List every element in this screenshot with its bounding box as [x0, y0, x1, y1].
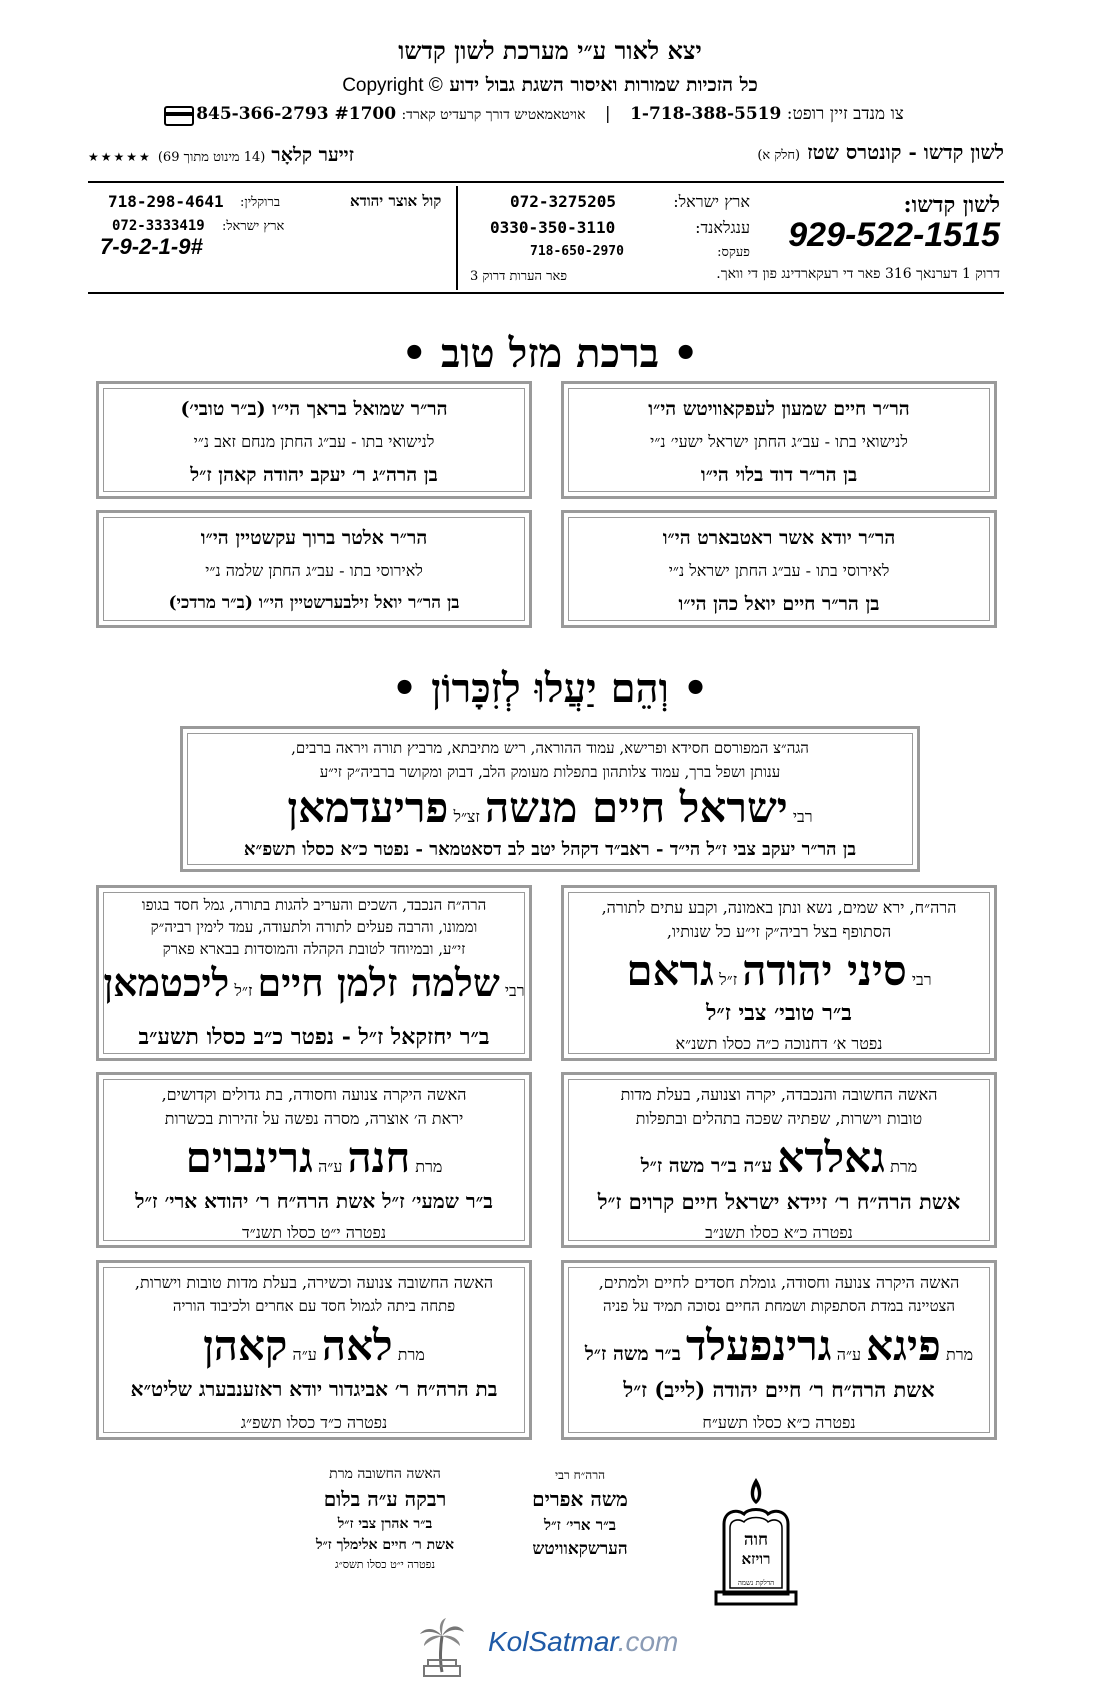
mazel-line: לאירוסי בתו - עב״ג החתן ישראל נ״י: [668, 561, 890, 580]
creditcard-phone[interactable]: 845-366-2793 #1700: [196, 104, 397, 124]
mazel-line: הר״ר שמואל בראך הי״ו (ב״ר טובי׳): [180, 398, 448, 420]
logo-text: רויזא: [741, 1550, 771, 1568]
logo-text: הדלקת נשמה: [737, 1579, 775, 1587]
dial-code: 7-9-2-1-9#: [100, 234, 203, 259]
small-memorial-name: משה אפרים: [532, 1487, 628, 1511]
notes-instruction: פאר הערות דרוק 3: [470, 269, 568, 284]
mazel-line: הר״ר חיים שמעון לעפקאוויטש הי״ו: [648, 398, 910, 420]
booklet-title-text: לשון קדשו - קונטרס שטז: [807, 140, 1004, 164]
memorial-box: [561, 1260, 997, 1440]
memorial-box: [561, 885, 997, 1061]
mazel-line: לאירוסי בתו - עב״ג החתן שלמה נ״י: [205, 561, 423, 580]
copyright-line: [0, 74, 1100, 97]
divider: [88, 292, 1004, 294]
memorial-name: [99, 1133, 529, 1183]
small-memorial: [290, 1466, 480, 1571]
memorial-text: בן הר״ר יעקב צבי ז״ל הי״ד - ראב״ד דקהל יטב לב דסאטמאר - נפטר כ״א כסלו תשפ״א: [243, 839, 857, 860]
memorial-name: [99, 1321, 529, 1371]
memorial-text: נפטר א׳ דחנוכה כ״ה כסלו תשנ״א: [675, 1034, 883, 1053]
logo-text: חוה: [743, 1530, 769, 1550]
kol-otzar-title: קול אוצר יהודא: [350, 192, 442, 210]
rating: [88, 144, 354, 167]
name-given: חנה: [347, 1133, 411, 1182]
mazel-line: בן הר״ר דוד בלוי הי״ו: [700, 464, 858, 486]
mazel-line: בן הר״ר חיים יואל כהן הי״ו: [678, 593, 880, 615]
name-surname: פריעדמאן: [287, 783, 449, 832]
divider: [88, 181, 1004, 183]
memorial-text: האשה היקרה צנועה וחסודה, גומלת חסדים לחיים ולמתים,: [598, 1273, 960, 1292]
mazel-line: בן הרה״ג ר׳ יעקב יהודה קאהן ז״ל: [190, 464, 438, 486]
name-surname: ליכטמאן: [103, 960, 230, 1005]
booklet-title: [757, 140, 1004, 165]
main-phone-number[interactable]: 929-522-1515: [788, 216, 1000, 254]
mazel-box: [561, 510, 997, 628]
mazel-box: [561, 381, 997, 499]
memorial-text: נפטרה כ״א כסלו תשע״ח: [702, 1413, 856, 1432]
small-memorial-surname: הערשקאוויטש: [532, 1539, 628, 1559]
israel-label: ארץ ישראל:: [673, 192, 750, 211]
mazel-line: הר״ר יודא אשר ראטבארט הי״ו: [662, 527, 896, 549]
name-given: פיגא: [866, 1321, 941, 1370]
rating-label: זייער קלאָר: [271, 144, 354, 166]
name-given: גאלדא: [777, 1133, 886, 1182]
name-given: סיני יהודה: [742, 946, 907, 995]
small-memorial-text: האשה החשובה מרת: [329, 1466, 441, 1482]
small-memorial: [500, 1468, 660, 1559]
memorial-box: [561, 1072, 997, 1248]
brand-tld: .com: [617, 1626, 679, 1657]
small-memorial-text: הרה״ח רבי: [555, 1468, 605, 1482]
israel-phone[interactable]: 072-3275205: [510, 192, 616, 211]
small-memorial-text: נפטרה י״ט כסלו תשס״ג: [334, 1558, 436, 1571]
memorial-text: הרה״ח הנכבד, השכים והעריב להגות בתורה, גמל חסד בגופו: [141, 896, 487, 914]
memorial-box: [96, 885, 532, 1061]
name-father: ב״ר משה ז״ל: [584, 1343, 681, 1365]
memorial-text: נפטרה כ״ד כסלו תשפ״ג: [240, 1413, 388, 1432]
memorial-text: אשת הרה״ח ר׳ חיים יהודה (לייב) ז״ל: [623, 1377, 935, 1402]
name-given: שלמה זלמן חיים: [257, 960, 500, 1005]
main-line-instructions: דרוק 1 דערנאך 316 פאר די רעקארדינג פון די וואך.: [716, 266, 1000, 282]
duration: (14 מינוט מתוך 69): [157, 150, 266, 165]
small-memorial-name: רבקה ע״ה בלום: [323, 1487, 447, 1511]
england-phone[interactable]: 0330-350-3110: [490, 218, 616, 237]
memorial-name: [564, 946, 994, 996]
donate-label: צו מנדב זיין רופט:: [786, 104, 904, 124]
name-honorific: זצ״ל: [453, 807, 480, 826]
memorial-name: [564, 1321, 994, 1371]
memorial-text: הצטיינה במדת הסתפקות ושמחת החיים נסוכה תמיד על פניה: [602, 1297, 956, 1315]
memorial-text: יראת ה׳ אוצרה, מסרה נפשה על זהירות בכשרות: [164, 1109, 464, 1128]
memorial-text: נפטרה כ״א כסלו תשנ״ב: [705, 1223, 853, 1242]
memorial-box: [96, 1260, 532, 1440]
memorial-text: ב״ר שמעי׳ ז״ל אשת הרה״ח ר׳ יהודא ארי׳ ז״ל: [135, 1189, 493, 1213]
name-surname: גרינבוים: [185, 1133, 313, 1182]
name-honorific: ע״ה ב״ר משה ז״ל: [640, 1155, 773, 1177]
palm-tree-icon: [418, 1616, 466, 1678]
donate-phone[interactable]: 1-718-388-5519: [630, 104, 782, 124]
memorial-text: בת הרה״ח ר׳ אביגדור יודא ראזענבערג שליט״א: [130, 1377, 498, 1401]
name-prefix: מרת: [890, 1157, 918, 1176]
name-prefix: מרת: [397, 1345, 425, 1364]
star-icon: ★★★★★: [88, 150, 152, 164]
small-memorial-text: אשת ר׳ חיים אלימלך ז״ל: [315, 1537, 455, 1553]
england-label: ענגלאנד:: [695, 218, 750, 237]
mazel-line: הר״ר אלטר ברוך עקשטיין הי״ו: [200, 527, 428, 549]
memorial-name: [99, 960, 529, 1006]
memorial-text: הסתופף בצל רביה״ק זי״ע כל שנותיו,: [666, 922, 892, 941]
israel2-phone[interactable]: 072-3333419: [112, 218, 205, 234]
creditcard-label: אויטאמאטיש דורך קרעדיט קארד:: [401, 107, 586, 123]
memorial-title: • וְהֵם יַעֲלוּ לְזִכָּרוֹן •: [391, 665, 709, 712]
name-surname: קאהן: [203, 1321, 288, 1370]
memorial-name: [564, 1133, 994, 1183]
name-honorific: ז״ל: [234, 981, 253, 1000]
name-prefix: רבי: [792, 807, 813, 826]
name-honorific: ז״ל: [719, 970, 738, 989]
name-honorific: ע״ה: [292, 1345, 317, 1364]
fax-phone[interactable]: 718-650-2970: [530, 244, 624, 259]
memorial-text: וממונו, והרבה פעלים לתורה ולתעודה, עמד לימין רביה״ק: [150, 918, 478, 936]
mazel-line: לנישואי בתו - עב״ג החתן ישראל ישעי׳ נ״י: [650, 432, 908, 451]
name-prefix: רבי: [911, 970, 932, 989]
credit-card-icon: [164, 106, 194, 126]
memorial-text: נפטרה י״ט כסלו תשנ״ד: [241, 1223, 387, 1242]
mazel-tov-title: • ברכת מזל טוב •: [401, 330, 699, 377]
booklet-part: (חלק א): [757, 148, 801, 163]
copyright-hebrew: כל הזכיות שמורות ואיסור השגת גבול ידוע: [449, 74, 758, 96]
memorial-logo: [706, 1474, 806, 1608]
mazel-line: לנישואי בתו - עב״ג החתן מנחם זאב נ״י: [193, 432, 435, 451]
memorial-text: זי״ע, ובמיוחד לטובת הקהלה והמוסדות בבארא פארק: [162, 940, 466, 958]
name-surname: גראם: [626, 946, 715, 995]
memorial-box: [96, 1072, 532, 1248]
name-surname: גרינפעלד: [686, 1321, 832, 1370]
donation-line: צו מנדב זיין רופט: 1-718-388-5519 | אויטאמאטיש דורך קרעדיט קארד: 845-366-2793 #1700: [196, 104, 904, 124]
brand-name: KolSatmar: [488, 1626, 618, 1657]
brooklyn-label: ברוקלין:: [240, 195, 281, 210]
copyright-english: Copyright ©: [342, 75, 443, 96]
memorial-text: ענותן ושפל ברך, עמוד צלותהון בתפלות מעומק הלב, דבוק ומקושר ברביה״ק זי״ע: [319, 763, 781, 781]
name-honorific: ע״ה: [836, 1345, 862, 1364]
mazel-line: בן הר״ר יואל זילבערשטיין הי״ו (ב״ר מרדכי): [168, 593, 460, 613]
memorial-name: [183, 783, 917, 833]
memorial-text: האשה היקרה צנועה וחסודה, בת גדולים וקדושים,: [161, 1085, 467, 1104]
memorial-text: האשה החשובה והנכבדה, יקרה וצנועה, בעלת מדות: [620, 1085, 938, 1104]
small-memorial-text: ב״ר אהרן צבי ז״ל: [337, 1516, 433, 1532]
divider: [456, 186, 458, 290]
memorial-text: האשה החשובה צנועה וכשירה, בעלת מדות טובות וישרות,: [134, 1273, 494, 1292]
brooklyn-phone[interactable]: 718-298-4641: [108, 192, 224, 211]
memorial-text: פתחה ביתה לגמול חסד עם אחרים ולכיבוד הוריה: [172, 1297, 456, 1315]
mazel-box: [96, 510, 532, 628]
publisher-line: יצא לאור ע״י מערכת לשון קדשו: [398, 36, 702, 65]
memorial-text: טובות וישרות, שפתיה שפכה בתהלים ובתפלות: [635, 1109, 923, 1128]
small-memorial-text: ב״ר ארי׳ ז״ל: [543, 1516, 617, 1534]
fax-label: פעקס:: [717, 245, 750, 260]
name-given: ישראל חיים מנשה: [484, 783, 788, 832]
memorial-text: אשת הרה״ח ר׳ זיידא ישראל חיים קרוים ז״ל: [597, 1189, 961, 1214]
israel2-label: ארץ ישראל:: [222, 219, 285, 234]
memorial-text: ב״ר טובי׳ צבי ז״ל: [706, 1000, 852, 1026]
main-line-title: לשון קדשו:: [903, 192, 1000, 218]
name-given: לאה: [321, 1321, 393, 1370]
name-prefix: מרת: [415, 1157, 443, 1176]
mazel-box: [96, 381, 532, 499]
memorial-text: הגה״צ המפורסם חסידא ופרישא, עמוד ההוראה, ריש מתיבתא, מרביץ תורה ויראה ברבים,: [291, 739, 809, 757]
footer-brand[interactable]: [488, 1626, 678, 1658]
name-honorific: ע״ה: [318, 1157, 343, 1176]
memorial-text: הרה״ח, ירא שמים, נשא ונתן באמונה, וקבע עתים לתורה,: [601, 898, 957, 917]
memorial-text: ב״ר יחזקאל ז״ל - נפטר כ״ב כסלו תשע״ב: [138, 1024, 490, 1050]
name-prefix: מרת: [945, 1345, 974, 1364]
name-prefix: רבי: [504, 981, 525, 1000]
main-memorial-box: [180, 726, 920, 872]
